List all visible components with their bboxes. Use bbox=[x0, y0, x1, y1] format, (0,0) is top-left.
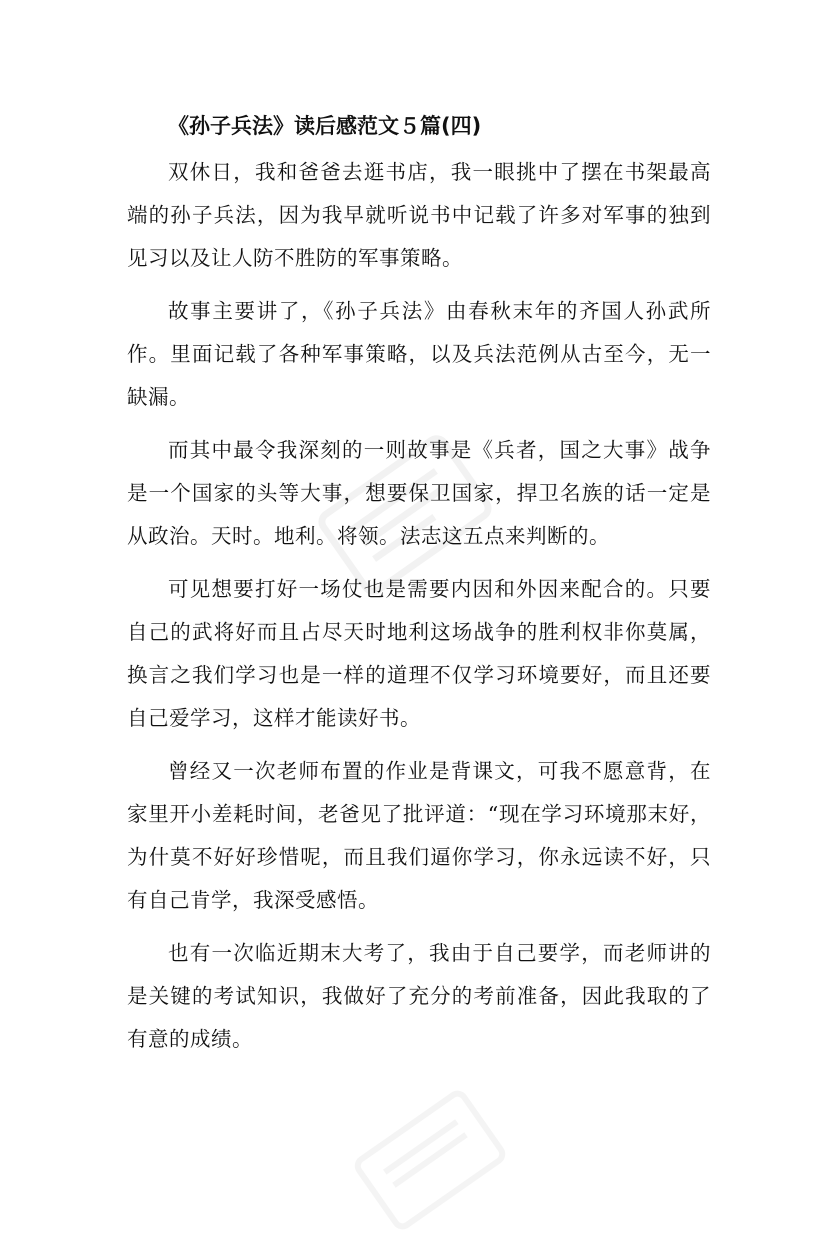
paragraph: 故事主要讲了，《孙子兵法》由春秋末年的齐国人孙武所作。里面记载了各种军事策略，以及兵法范例从古至今，无一缺漏。 bbox=[127, 299, 711, 409]
paragraph: 可见想要打好一场仗也是需要内因和外因来配合的。只要自己的武将好而且占尽天时地利这场战争的胜利权非你莫属，换言之我们学习也是一样的道理不仅学习环境要好，而且还要自己爱学习，这样才能读好书。 bbox=[127, 577, 711, 730]
paragraph: 双休日，我和爸爸去逛书店，我一眼挑中了摆在书架最高端的孙子兵法，因为我早就听说书中记载了许多对军事的独到见习以及让人防不胜防的军事策略。 bbox=[127, 160, 711, 270]
body-text bbox=[127, 151, 711, 1071]
paragraph: 也有一次临近期末大考了，我由于自己要学，而老师讲的是关键的考试知识，我做好了充分的考前准备，因此我取的了有意的成绩。 bbox=[127, 941, 711, 1051]
watermark-icon bbox=[330, 1060, 530, 1260]
paragraph: 而其中最令我深刻的一则故事是《兵者，国之大事》战争是一个国家的头等大事，想要保卫国家，捍卫名族的话一定是从政治。天时。地利。将领。法志这五点来判断的。 bbox=[127, 438, 711, 548]
page-title: 《孙子兵法》读后感范文５篇(四) bbox=[168, 114, 482, 138]
paragraph: 曾经又一次老师布置的作业是背课文，可我不愿意背，在家里开小差耗时间，老爸见了批评道：“现在学习环境那末好，为什莫不好好珍惜呢，而且我们逼你学习，你永远读不好，只有自己肯学，我深受感悟。 bbox=[127, 759, 711, 912]
